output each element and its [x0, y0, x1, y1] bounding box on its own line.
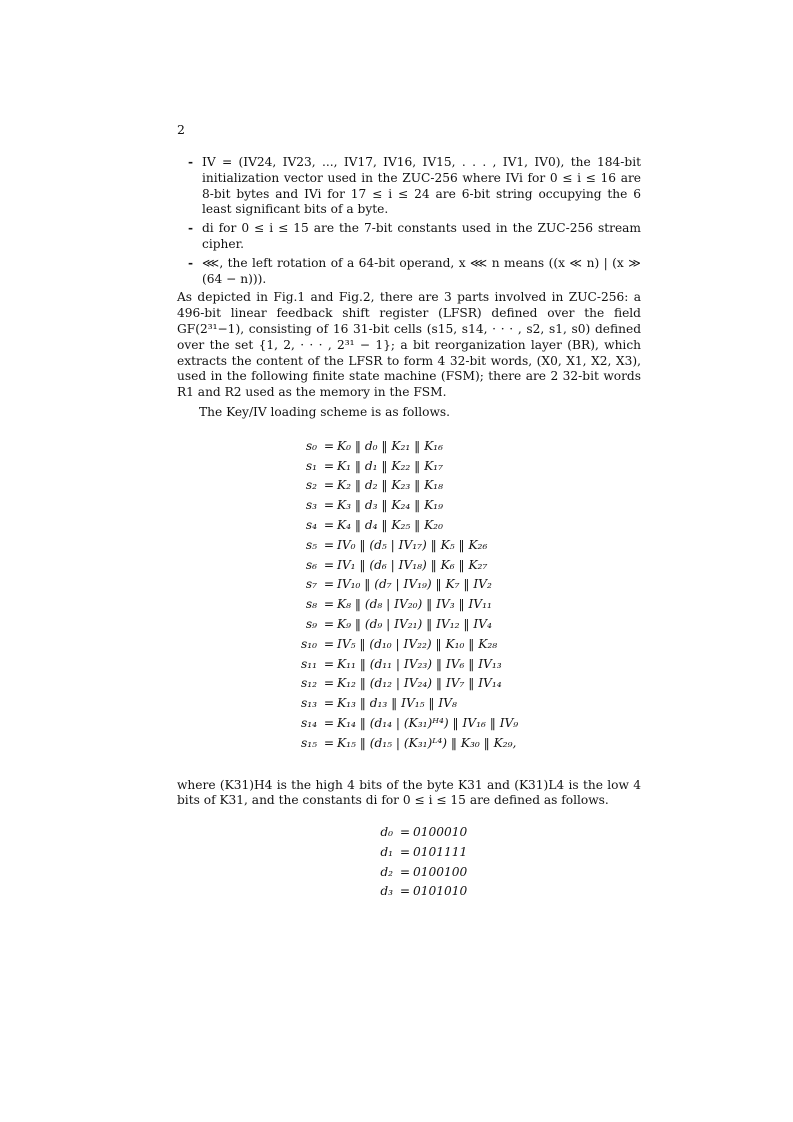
equation-lhs: d₁ [380, 844, 393, 859]
equation-row [177, 575, 641, 595]
equation-row [177, 437, 641, 457]
equation-rhs: IV₅ ‖ (d₁₀ | IV₂₂) ‖ K₁₀ ‖ K₂₈ [337, 636, 498, 651]
definition-list [177, 155, 641, 287]
loading-equations [177, 437, 641, 754]
equation-rhs: K₀ ‖ d₀ ‖ K₂₁ ‖ K₁₆ [337, 438, 443, 453]
equation-rhs: K₂ ‖ d₂ ‖ K₂₃ ‖ K₁₈ [337, 478, 443, 493]
equation-rhs: 0101010 [413, 884, 468, 899]
equation-lhs: d₃ [380, 884, 393, 899]
equation-row [177, 734, 641, 754]
equation-row [177, 843, 641, 863]
equals-sign: = [323, 597, 335, 612]
equals-sign: = [323, 676, 335, 691]
equation-rhs: IV₁₀ ‖ (d₇ | IV₁₉) ‖ K₇ ‖ IV₂ [337, 577, 492, 592]
equals-sign: = [399, 825, 411, 840]
equation-lhs: d₀ [380, 825, 393, 840]
equation-row [177, 635, 641, 655]
definition-item: - ⋘, the left rotation of a 64-bit operand, x ⋘ n means ((x ≪ n) | (x ≫ (64 − n))). [177, 256, 641, 288]
page-content [177, 155, 641, 902]
equals-sign: = [323, 616, 335, 631]
equation-row [177, 556, 641, 576]
equation-lhs: s₁₄ [300, 715, 317, 730]
equation-lhs: s₄ [305, 517, 317, 532]
equation-lhs: d₂ [380, 864, 393, 879]
equation-lhs: s₃ [305, 498, 317, 513]
equation-rhs: K₁₄ ‖ (d₁₄ | (K₃₁)ᴴ⁴) ‖ IV₁₆ ‖ IV₉ [337, 715, 519, 730]
equation-row [177, 496, 641, 516]
equation-row [177, 536, 641, 556]
equation-row [177, 476, 641, 496]
equation-rhs: K₁₂ ‖ (d₁₂ | IV₂₄) ‖ IV₇ ‖ IV₁₄ [337, 676, 502, 691]
definition-item: - IV = (IV24, IV23, ..., IV17, IV16, IV15, . . . , IV1, IV0), the 184-bit initialization vector used in the ZUC-256 where IVi for 0 ≤ i ≤ 16 are 8-bit bytes and IVi for 17 ≤ i ≤ 24 are 6-bit string occupying the 6 least significant bits of a byte. [177, 155, 641, 218]
equation-row [177, 655, 641, 675]
equation-rhs: 0100010 [413, 825, 468, 840]
equation-row [177, 882, 641, 902]
equals-sign: = [323, 498, 335, 513]
equals-sign: = [399, 884, 411, 899]
equation-rhs: K₁₁ ‖ (d₁₁ | IV₂₃) ‖ IV₆ ‖ IV₁₃ [337, 656, 502, 671]
equation-lhs: s₀ [305, 438, 317, 453]
equation-lhs: s₉ [305, 616, 317, 631]
equation-lhs: s₁₂ [300, 676, 317, 691]
equation-rhs: K₈ ‖ (d₈ | IV₂₀) ‖ IV₃ ‖ IV₁₁ [337, 597, 492, 612]
equation-lhs: s₅ [305, 537, 317, 552]
equation-lhs: s₆ [305, 557, 317, 572]
equals-sign: = [323, 715, 335, 730]
equals-sign: = [323, 478, 335, 493]
equation-rhs: IV₁ ‖ (d₆ | IV₁₈) ‖ K₆ ‖ K₂₇ [337, 557, 488, 572]
equation-lhs: s₁ [305, 458, 317, 473]
equals-sign: = [399, 844, 411, 859]
equals-sign: = [323, 537, 335, 552]
equation-rhs: K₁ ‖ d₁ ‖ K₂₂ ‖ K₁₇ [337, 458, 443, 473]
equation-lhs: s₁₃ [300, 696, 317, 711]
equation-lhs: s₇ [305, 577, 317, 592]
equation-rhs: IV₀ ‖ (d₅ | IV₁₇) ‖ K₅ ‖ K₂₆ [337, 537, 488, 552]
equation-lhs: s₈ [305, 597, 317, 612]
equals-sign: = [323, 458, 335, 473]
equals-sign: = [323, 557, 335, 572]
paragraph-loading-intro: The Key/IV loading scheme is as follows. [199, 404, 451, 419]
definition-item: - di for 0 ≤ i ≤ 15 are the 7-bit constants used in the ZUC-256 stream cipher. [177, 221, 641, 253]
equation-lhs: s₁₁ [300, 656, 317, 671]
equation-rhs: K₁₅ ‖ (d₁₅ | (K₃₁)ᴸ⁴) ‖ K₃₀ ‖ K₂₉, [337, 735, 517, 750]
equation-lhs: s₁₅ [300, 735, 317, 750]
equation-rhs: 0101111 [413, 844, 468, 859]
equation-row [177, 823, 641, 843]
equals-sign: = [323, 735, 335, 750]
equation-rhs: 0100100 [413, 864, 468, 879]
equation-row [177, 694, 641, 714]
equation-row [177, 674, 641, 694]
equals-sign: = [323, 656, 335, 671]
equation-row [177, 595, 641, 615]
equation-rhs: K₄ ‖ d₄ ‖ K₂₅ ‖ K₂₀ [337, 517, 443, 532]
equation-lhs: s₁₀ [300, 636, 317, 651]
equation-rhs: K₃ ‖ d₃ ‖ K₂₄ ‖ K₁₉ [337, 498, 443, 513]
equation-row [177, 714, 641, 734]
equals-sign: = [323, 696, 335, 711]
equation-row [177, 615, 641, 635]
equation-row [177, 457, 641, 477]
equation-lhs: s₂ [305, 478, 317, 493]
constant-equations [177, 823, 641, 902]
equation-rhs: K₉ ‖ (d₉ | IV₂₁) ‖ IV₁₂ ‖ IV₄ [337, 616, 492, 631]
equation-row [177, 863, 641, 883]
equation-row [177, 516, 641, 536]
equals-sign: = [323, 438, 335, 453]
equals-sign: = [323, 517, 335, 532]
paragraph-where: where (K31)H4 is the high 4 bits of the byte K31 and (K31)L4 is the low 4 bits of K31, and the constants di for 0 ≤ i ≤ 15 are defined as follows. [177, 777, 641, 808]
equals-sign: = [323, 577, 335, 592]
equals-sign: = [323, 636, 335, 651]
equals-sign: = [399, 864, 411, 879]
page-number: 2 [177, 122, 185, 137]
equation-rhs: K₁₃ ‖ d₁₃ ‖ IV₁₅ ‖ IV₈ [337, 696, 457, 711]
paragraph-architecture: As depicted in Fig.1 and Fig.2, there are 3 parts involved in ZUC-256: a 496-bit linear feedback shift register (LFSR) defined over the field GF(2³¹−1), consisting of 16 31-bit cells (s15, s14, · · · , s2, s1, s0) defined over the set {1, 2, · · · , 2³¹ − 1}; a bit reorganization layer (BR), which extracts the content of the LFSR to form 4 32-bit words, (X0, X1, X2, X3), used in the following finite state machine (FSM); there are 2 32-bit words R1 and R2 used as the memory in the FSM. [177, 290, 641, 400]
